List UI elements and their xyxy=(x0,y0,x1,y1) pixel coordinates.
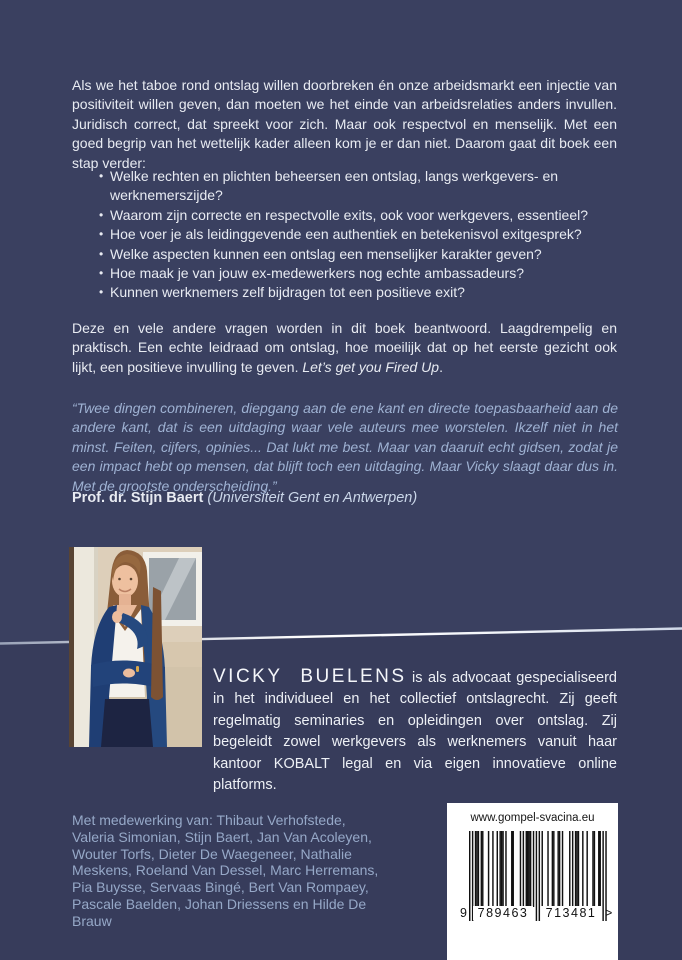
endorsement-author: Prof. dr. Stijn Baert xyxy=(72,489,204,506)
barcode-digits xyxy=(447,906,618,923)
barcode-arrow: > xyxy=(605,906,613,920)
bullet-text: Hoe maak je van jouw ex-medewerkers nog echte ambassadeurs? xyxy=(110,265,524,282)
contributors-text: Met medewerking van: Thibaut Verhofstede, Valeria Simonian, Stijn Baert, Jan Van Acoleyen, Wouter Torfs, Dieter De Waegeneer, Nathalie Meskens, Roeland Van Dessel, Marc Herremans, Pia Buysse, Servaas Bingé, Bert Van Rompaey, Pascale Baelden, Johan Driessens en Hilde De Brauw xyxy=(72,812,379,929)
author-name: VICKY BUELENS xyxy=(213,665,407,687)
barcode-panel xyxy=(447,803,618,960)
closing-period: . xyxy=(439,358,443,375)
barcode-digit-group1: 789463 xyxy=(473,906,533,920)
bullet-icon: • xyxy=(99,266,104,281)
publisher-url: www.gompel-svacina.eu xyxy=(470,812,595,824)
author-bio-text: is als advocaat gespecialiseerd in het individueel en het collectief ontslagrecht. Zij geeft regelmatig seminaries en opleidingen over ontslag. Zij begeleidt zowel werkgevers als werknemers vanuit haar kantoor KOBALT legal en via eigen innovatieve online platforms. xyxy=(213,669,617,793)
bullet-icon: • xyxy=(99,169,104,183)
bullet-text: Kunnen werknemers zelf bijdragen tot een positieve exit? xyxy=(110,284,465,301)
bullet-icon: • xyxy=(99,207,104,222)
bullet-icon: • xyxy=(99,227,104,242)
bullet-icon: • xyxy=(99,246,104,261)
portrait-photo xyxy=(69,547,202,747)
bullet-icon: • xyxy=(99,285,104,300)
bullet-text: Waarom zijn correcte en respectvolle exits, ook voor werkgevers, essentieel? xyxy=(110,206,589,223)
endorsement-affiliation: (Universiteit Gent en Antwerpen) xyxy=(207,489,418,506)
intro-paragraph: Als we het taboe rond ontslag willen doorbreken én onze arbeidsmarkt een injectie van positiviteit willen geven, dan moeten we het einde van arbeidsrelaties anders invullen. Juridisch correct, dat spreekt voor zich. Maar ook respectvol en menselijk. Met een goed begrip van het wettelijk kader alleen kom je er dan niet. Daarom gaat dit boek een stap verder: xyxy=(72,77,617,171)
bullet-text: Hoe voer je als leidinggevende een authentiek en betekenisvol exitgesprek? xyxy=(110,226,582,243)
closing-text: Deze en vele andere vragen worden in dit boek beantwoord. Laagdrempelig en praktisch. Een echte leidraad om ontslag, hoe moeilijk dat op het eerste gezicht ook lijkt, een positieve invulling te geven. xyxy=(72,320,617,375)
endorsement-quote: “Twee dingen combineren, diepgang aan de ene kant en directe toepasbaarheid aan de andere kant, dat is een uitdaging waar vele auteurs mee worstelen. Ikzelf niet in het minst. Feiten, cijfers, opinies... Dat lukt me best. Maar van daaruit echt gidsen, zodat je een impact hebt op mensen, dat blijft toch een uitdaging. Maar Vicky slaagt daar dus in. Met de grootste onderscheiding.” xyxy=(72,400,618,494)
barcode-digit-group2: 713481 xyxy=(541,906,601,920)
closing-tagline: Let’s get you Fired Up xyxy=(302,358,440,375)
bullet-text: Welke rechten en plichten beheersen een ontslag, langs werkgevers- en werknemerszijde? xyxy=(110,168,559,204)
barcode-digit-lead: 9 xyxy=(460,906,467,920)
bullet-text: Welke aspecten kunnen een ontslag een menselijker karakter geven? xyxy=(110,245,542,262)
author-bio xyxy=(213,666,617,797)
